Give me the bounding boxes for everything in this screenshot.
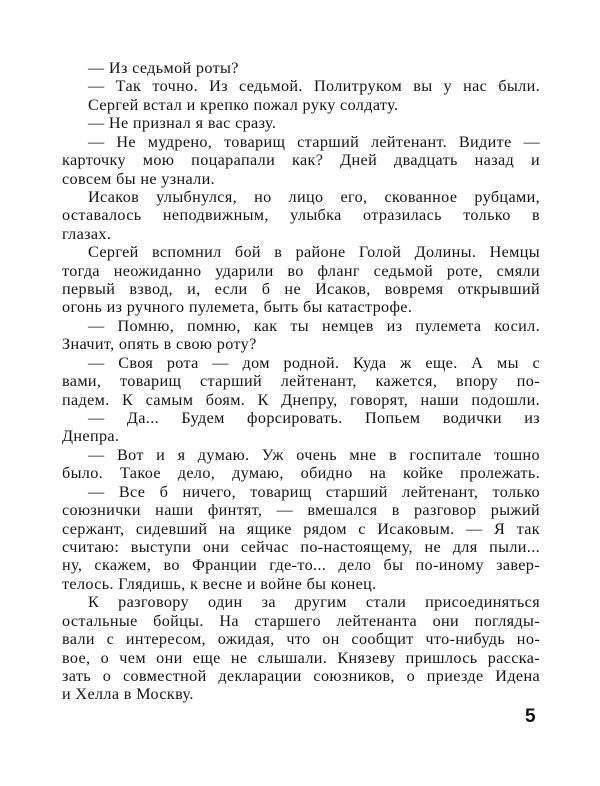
text-line: — Своя рота — дом родной. Куда ж еще. А мы с bbox=[88, 353, 540, 372]
text-line: вали с интересом, ожидая, что он сообщит что-нибудь но- bbox=[62, 630, 540, 649]
body-text bbox=[62, 59, 540, 704]
text-line: союзнички наши финтят, — вмешался в разговор рыжий bbox=[62, 501, 540, 520]
text-line: — Все б ничего, товарищ старший лейтенант, только bbox=[88, 482, 540, 501]
text-line: тогда неожиданно ударили во фланг седьмой роте, смяли bbox=[62, 261, 540, 280]
text-line: — Помню, помню, как ты немцев из пулемета косил. bbox=[88, 316, 540, 335]
text-line: первый взвод, и, если б не Исаков, вовремя открывший bbox=[62, 280, 540, 299]
text-line: сержант, сидевший на ящике рядом с Исаковым. — Я так bbox=[62, 519, 540, 538]
text-line: ну, скажем, во Франции где-то... дело бы по-иному завер- bbox=[62, 556, 540, 575]
text-line: падем. К самым боям. К Днепру, говорят, наши подошли. bbox=[62, 390, 540, 409]
page-number: 5 bbox=[525, 706, 536, 727]
text-line: Днепра. bbox=[62, 427, 120, 446]
text-line: Значит, опять в свою роту? bbox=[62, 335, 257, 354]
text-line: Сергей вспомнил бой в районе Голой Долины. Немцы bbox=[88, 243, 540, 262]
text-line: оставалось неподвижным, улыбка отразилась только в bbox=[62, 206, 540, 225]
text-line: — Так точно. Из седьмой. Политруком вы у нас были. bbox=[88, 77, 540, 96]
text-line: К разговору один за другим стали присоединяться bbox=[88, 593, 540, 612]
text-line: зать о совместной декларации союзников, о приезде Идена bbox=[62, 666, 540, 685]
text-line: Сергей встал и крепко пожал руку солдату. bbox=[88, 95, 399, 114]
text-line: — Не признал я вас сразу. bbox=[88, 114, 277, 133]
text-line: карточку мою поцарапали как? Дней двадцать назад и bbox=[62, 151, 540, 170]
text-line: было. Такое дело, думаю, обидно на койке пролежать. bbox=[62, 464, 540, 483]
text-line: совсем бы не узнали. bbox=[62, 169, 216, 188]
text-line: считаю: выступи они сейчас по-настоящему, не для пыли... bbox=[62, 537, 540, 556]
text-line: глазах. bbox=[62, 224, 112, 243]
text-line: Исаков улыбнулся, но лицо его, скованное рубцами, bbox=[88, 187, 540, 206]
text-line: и Хелла в Москву. bbox=[62, 685, 194, 704]
text-line: вами, товарищ старший лейтенант, кажется, впору по- bbox=[62, 372, 540, 391]
text-line: — Из седьмой роты? bbox=[88, 59, 239, 77]
text-line: огонь из ручного пулемета, быть бы катастрофе. bbox=[62, 298, 413, 317]
text-line: телось. Глядишь, к весне и войне бы конец. bbox=[62, 574, 377, 593]
text-line: вое, о чем они еще не слышали. Князеву пришлось расска- bbox=[62, 648, 540, 667]
text-line: — Не мудрено, товарищ старший лейтенант. Видите — bbox=[88, 132, 540, 151]
text-line: — Вот и я думаю. Уж очень мне в госпитале тошно bbox=[88, 445, 540, 464]
text-line: остальные бойцы. На старшего лейтенанта они погляды- bbox=[62, 611, 540, 630]
text-line: — Да... Будем форсировать. Попьем водички из bbox=[88, 409, 540, 428]
